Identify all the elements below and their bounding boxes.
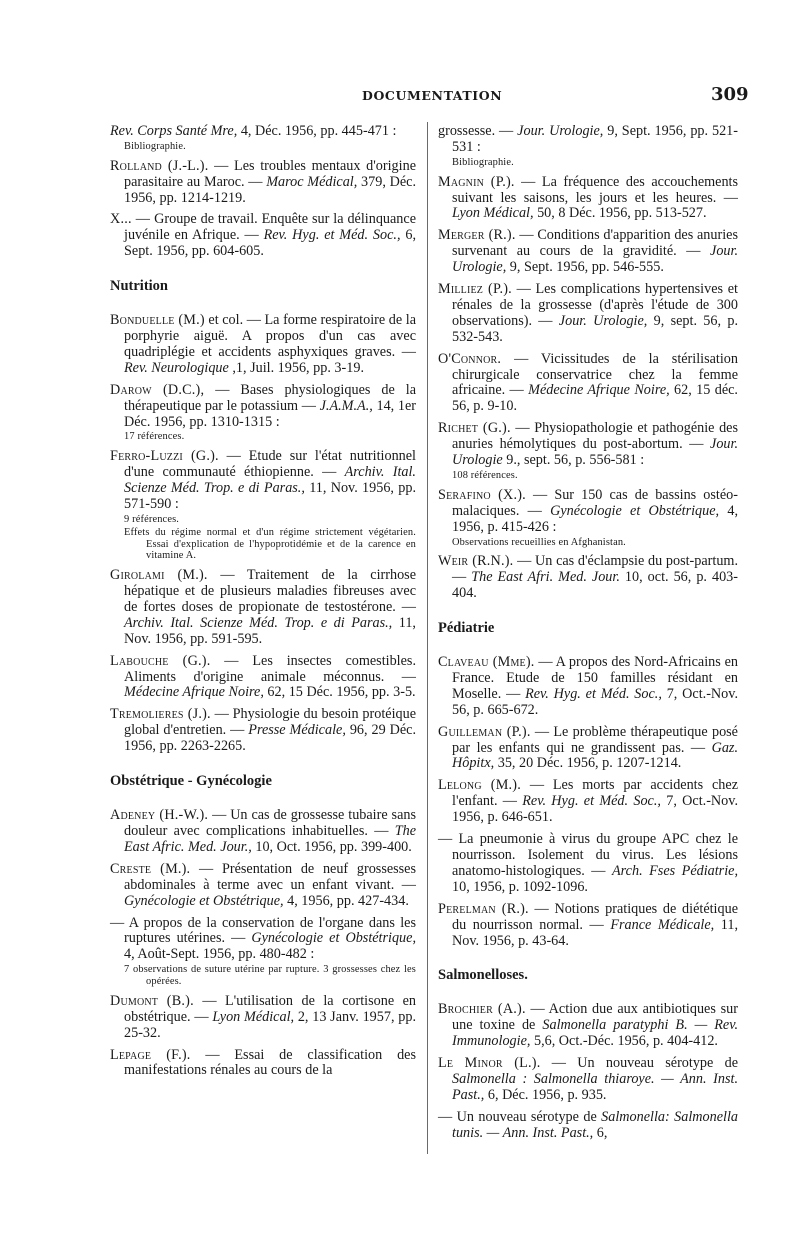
bibliography-entry xyxy=(438,1002,738,1050)
bibliography-entry xyxy=(110,654,416,702)
entry-source: Rev. Hyg. et Méd. Soc., xyxy=(525,685,662,702)
entry-group xyxy=(438,1002,738,1141)
entry-pages: 11, Nov. 1956, p. 43-64. xyxy=(452,916,738,949)
bibliography-entry xyxy=(110,1048,416,1080)
entry-author: Creste (M.). xyxy=(110,860,191,877)
bibliography-entry xyxy=(110,313,416,377)
entry-title: — Notions pratiques de diététique du nourrisson normal. — xyxy=(452,900,738,933)
bibliography-entry xyxy=(438,1110,738,1142)
entry-pages: 4, Déc. 1956, pp. 445-471 : xyxy=(237,123,397,139)
entry-source: Maroc Médical, xyxy=(266,173,358,190)
entry-pages: 9, Sept. 1956, pp. 546-555. xyxy=(506,259,664,276)
bibliography-entry xyxy=(110,124,416,153)
entry-pages: 96, 29 Déc. 1956, pp. 2263-2265. xyxy=(124,722,417,755)
entry-pages: 4, 1956, pp. 427-434. xyxy=(283,892,409,909)
entry-pages: 7, Oct.-Nov. 1956, p. 646-651. xyxy=(452,793,738,826)
entry-note: Observations recueillies en Afghanistan. xyxy=(452,536,626,548)
entry-title: — L'utilisation de la cortisone en obstétrique. — xyxy=(124,992,416,1025)
entry-pages: 50, 8 Déc. 1956, pp. 513-527. xyxy=(533,205,707,222)
entry-pages: 9., sept. 56, p. 556-581 : xyxy=(502,452,645,469)
bibliography-entry xyxy=(110,383,416,444)
entry-source: J.A.M.A., xyxy=(319,397,373,414)
entry-title: — Les complications hypertensives et rénales de la grossesse (d'après l'étude de 300 observations). — xyxy=(452,281,738,329)
entry-pages: 11, Nov. 1956, pp. 591-595. xyxy=(124,614,416,647)
entry-note: 9 références. xyxy=(124,513,180,525)
entry-pages: 6, xyxy=(593,1124,608,1141)
entry-source: Archiv. Ital. Scienze Méd. Trop. e di Paras., xyxy=(124,464,416,497)
entry-author: Perelman (R.). xyxy=(438,900,529,917)
bibliography-entry xyxy=(438,124,738,169)
bibliography-entry xyxy=(110,159,416,207)
entry-pages: 10, Oct. 1956, pp. 399-400. xyxy=(251,838,412,855)
bibliography-entry xyxy=(110,449,416,562)
entry-source: Salmonella paratyphi B. — Rev. Immunologie, xyxy=(452,1017,738,1050)
entry-pages: 62, 15 Déc. 1956, pp. 3-5. xyxy=(263,684,416,701)
entry-source: Lyon Médical, xyxy=(212,1008,295,1025)
entry-note: Bibliographie. xyxy=(452,156,514,168)
entry-note: Effets du régime normal et d'un régime strictement végétarien. Essai d'explication de l'hypoprotidémie et de la carence en vitamine A. xyxy=(124,526,416,562)
entry-author: Darow (D.C.), xyxy=(110,381,205,398)
bibliography-entry xyxy=(438,352,738,416)
entry-author: Dumont (B.). xyxy=(110,992,194,1009)
entry-source: Médecine Afrique Noire, xyxy=(528,382,670,399)
entry-pages: 10, oct. 56, p. 403-404. xyxy=(452,569,739,602)
entry-author: Tremolieres (J.). xyxy=(110,706,211,723)
entry-title: — Bases physiologiques de la thérapeutique par le potassium — xyxy=(124,381,416,414)
entry-author: Magnin (P.). xyxy=(438,173,515,190)
entry-note: Bibliographie. xyxy=(124,140,186,152)
entry-author: Weir (R.N.). xyxy=(438,553,514,570)
entry-author: Le Minor (L.). xyxy=(438,1055,541,1072)
entry-source: Jour. Urologie, xyxy=(517,123,604,139)
entry-title: — Traitement de la cirrhose hépatique et de plusieurs maladies fibreuses avec de fortes doses de propionate de testostérone. — xyxy=(124,567,416,615)
entry-source: Gaz. Hôpitx, xyxy=(452,739,738,772)
entry-pages: 11, Nov. 1956, pp. 571-590 : xyxy=(124,480,416,512)
entry-source: Gynécologie et Obstétrique, xyxy=(251,930,416,947)
entry-title: — A propos de la conservation de l'organe dans les ruptures utérines. — xyxy=(110,914,416,947)
bibliography-entry xyxy=(110,916,416,988)
bibliography-entry xyxy=(110,994,416,1042)
entry-source: The East Afri. Med. Jour. xyxy=(471,569,620,586)
entry-author: Adeney (H.-W.). xyxy=(110,807,209,824)
entry-note: 7 observations de suture utérine par rupture. 3 grossesses chez les opérées. xyxy=(124,964,416,988)
entry-author: X... — xyxy=(110,211,151,228)
entry-title: — Le problème thérapeutique posé par les enfants qui ne grandissent pas. — xyxy=(452,723,738,756)
entry-author: Bonduelle (M.) xyxy=(110,312,205,329)
entry-title: — Un nouveau sérotype de xyxy=(540,1055,739,1072)
entry-note: 17 références. xyxy=(124,431,185,443)
entry-source: Arch. Fses Pédiatrie, xyxy=(612,862,738,879)
bibliography-entry xyxy=(438,175,738,223)
entry-title: — A propos des Nord-Africains en France. Etude de 150 familles résidant en Moselle. — xyxy=(452,654,738,702)
running-head-title: DOCUMENTATION xyxy=(362,88,503,103)
entry-source: Rev. Corps Santé Mre, xyxy=(110,123,238,139)
entry-title: — La pneumonie à virus du groupe APC chez le nourrisson. Isolement du virus. Les lésions anatomo-histologiques. — xyxy=(438,831,738,879)
entry-author: Milliez (P.). xyxy=(438,281,512,298)
entry-source: Lyon Médical, xyxy=(452,205,534,222)
section-title-salmonelloses: Salmonelloses. xyxy=(438,967,528,984)
bibliography-entry xyxy=(110,808,416,856)
left-column xyxy=(110,124,416,1085)
entry-title: — Les morts par accidents chez l'enfant. — xyxy=(452,777,738,810)
entry-source: Jour. Urologie xyxy=(452,436,738,469)
entry-title: — La fréquence des accouchements suivant les saisons, les jours et les heures. — xyxy=(452,173,738,206)
entry-title: — Les insectes comestibles. Aliments d'origine animale méconnus. — xyxy=(124,652,416,685)
column-divider xyxy=(427,122,428,1154)
entry-title: — Présentation de neuf grossesses abdominales à terme avec un enfant vivant. — xyxy=(124,860,416,893)
entry-pages: 4, 1956, p. 415-426 : xyxy=(452,502,738,535)
entry-pages: 62, 15 déc. 56, p. 9-10. xyxy=(452,382,738,415)
bibliography-entry xyxy=(110,862,416,910)
entry-title: — Sur 150 cas de bassins ostéo-malaciques. — xyxy=(452,486,738,519)
entry-title: — Physiologie du besoin protéique global d'entretien. — xyxy=(124,706,416,739)
entry-group xyxy=(110,124,416,260)
bibliography-entry xyxy=(110,568,416,648)
entry-pages: 35, 20 Déc. 1956, p. 1207-1214. xyxy=(494,755,682,772)
bibliography-entry xyxy=(110,707,416,755)
entry-source: Rev. Hyg. et Méd. Soc., xyxy=(263,227,401,244)
running-head xyxy=(0,86,800,106)
entry-group xyxy=(438,124,738,602)
page-number: 309 xyxy=(711,84,749,105)
bibliography-entry xyxy=(438,778,738,826)
entry-group xyxy=(110,313,416,755)
entry-pages: 2, 13 Janv. 1957, pp. 25-32. xyxy=(124,1008,416,1041)
entry-author: O'Connor. xyxy=(438,350,502,367)
entry-pages: 14, 1er Déc. 1956, pp. 1310-1315 : xyxy=(124,397,416,430)
entry-title: — Vicissitudes de la stérilisation chirurgicale conservatrice chez la femme africaine. — xyxy=(452,350,738,399)
entry-author: Claveau (Mme). xyxy=(438,654,535,671)
bibliography-entry xyxy=(438,554,738,602)
entry-title: — Etude sur l'état nutritionnel d'une communauté éthiopienne. — xyxy=(124,448,416,481)
entry-title: — Essai de classification des manifestations rénales au cours de la xyxy=(124,1046,416,1079)
entry-title: — Conditions d'apparition des anuries survenant au cours de la gravidité. — xyxy=(452,227,738,260)
entry-pages: 5,6, Oct.-Déc. 1956, p. 404-412. xyxy=(530,1033,718,1050)
entry-author: Labouche (G.). xyxy=(110,652,211,669)
entry-pages: 7, Oct.-Nov. 56, p. 665-672. xyxy=(452,685,738,718)
entry-source: Médecine Afrique Noire, xyxy=(124,684,264,701)
entry-title: — Les troubles mentaux d'origine parasitaire au Maroc. — xyxy=(124,157,416,190)
entry-source: Archiv. Ital. Scienze Méd. Trop. e di Paras., xyxy=(124,614,393,631)
entry-title: — Un nouveau sérotype de xyxy=(438,1108,602,1125)
entry-author: Guilleman (P.). xyxy=(438,723,531,740)
entry-title: — Un cas de grossesse tubaire sans douleur avec complications inhabituelles. — xyxy=(124,807,416,839)
entry-pages: 379, Déc. 1956, pp. 1214-1219. xyxy=(124,173,417,206)
entry-pages: 6, Déc. 1956, p. 935. xyxy=(484,1086,607,1103)
entry-source: Rev. Hyg. et Méd. Soc., xyxy=(522,793,661,810)
entry-group xyxy=(438,655,738,949)
entry-source: Rev. Neurologique xyxy=(124,359,229,376)
bibliography-entry xyxy=(438,421,738,482)
bibliography-entry xyxy=(438,1056,738,1104)
bibliography-entry xyxy=(438,282,738,346)
entry-title: Groupe de travail. Enquête sur la délinquance juvénile en Afrique. — xyxy=(124,211,416,244)
entry-author: Serafino (X.). xyxy=(438,486,526,503)
entry-author: Lepage (F.). xyxy=(110,1046,191,1063)
entry-author: Rolland (J.-L.). xyxy=(110,157,209,174)
entry-author: Richet (G.). xyxy=(438,420,511,437)
entry-pages: 6, Sept. 1956, pp. 604-605. xyxy=(124,227,416,260)
entry-author: Brochier (A.). xyxy=(438,1001,526,1018)
entry-note: 108 références. xyxy=(452,470,518,482)
entry-pages: 10, 1956, p. 1092-1096. xyxy=(452,878,588,895)
bibliography-entry xyxy=(438,655,738,719)
section-title-obstetrique: Obstétrique - Gynécologie xyxy=(110,773,272,790)
entry-author: Lelong (M.). xyxy=(438,777,521,794)
entry-source: Presse Médicale, xyxy=(248,722,346,739)
entry-title: — Action due aux antibiotiques sur une toxine de xyxy=(452,1001,738,1034)
entry-title: — Physiopathologie et pathogénie des anuries hémolytiques du post-abortum. — xyxy=(452,420,739,453)
bibliography-entry xyxy=(438,902,738,950)
entry-source: Salmonella : Salmonella thiaroye. — Ann. Inst. Past., xyxy=(452,1071,738,1103)
entry-source: Gynécologie et Obstétrique, xyxy=(550,502,720,519)
section-title-pediatrie: Pédiatrie xyxy=(438,620,495,637)
bibliography-entry xyxy=(438,228,738,276)
section-title-nutrition: Nutrition xyxy=(110,278,168,295)
right-column xyxy=(438,124,738,1148)
entry-group xyxy=(110,808,416,1079)
entry-pages: 9, Sept. 1956, pp. 521-531 : xyxy=(452,123,739,155)
entry-source: Jour. Urologie, xyxy=(452,243,738,276)
entry-source: Jour. Urologie, xyxy=(558,312,648,329)
entry-source: Gynécologie et Obstétrique, xyxy=(124,892,284,909)
entry-author: Merger (R.). xyxy=(438,227,516,244)
entry-pages: 4, Août-Sept. 1956, pp. 480-482 : xyxy=(124,946,315,963)
entry-title: — Un cas d'éclampsie du post-partum. — xyxy=(452,553,739,586)
entry-author: Ferro-Luzzi (G.). xyxy=(110,448,219,465)
bibliography-entry xyxy=(110,212,416,260)
entry-source: Salmonella: Salmonella tunis. — Ann. Inst. Past., xyxy=(452,1108,738,1141)
entry-title: grossesse. — xyxy=(438,123,518,139)
bibliography-entry xyxy=(438,488,738,549)
entry-title: et col. — La forme respiratoire de la porphyrie aiguë. A propos d'un cas avec quadriplégie et accidents asphyxiques graves. — xyxy=(124,312,416,360)
entry-source: France Médicale, xyxy=(610,916,715,933)
entry-pages: ,1, Juil. 1956, pp. 3-19. xyxy=(228,359,364,376)
bibliography-entry xyxy=(438,725,738,773)
entry-source: The East Afric. Med. Jour., xyxy=(124,822,416,855)
bibliography-entry xyxy=(438,832,738,896)
entry-pages: 9, sept. 56, p. 532-543. xyxy=(452,312,738,345)
entry-author: Girolami (M.). xyxy=(110,567,208,584)
